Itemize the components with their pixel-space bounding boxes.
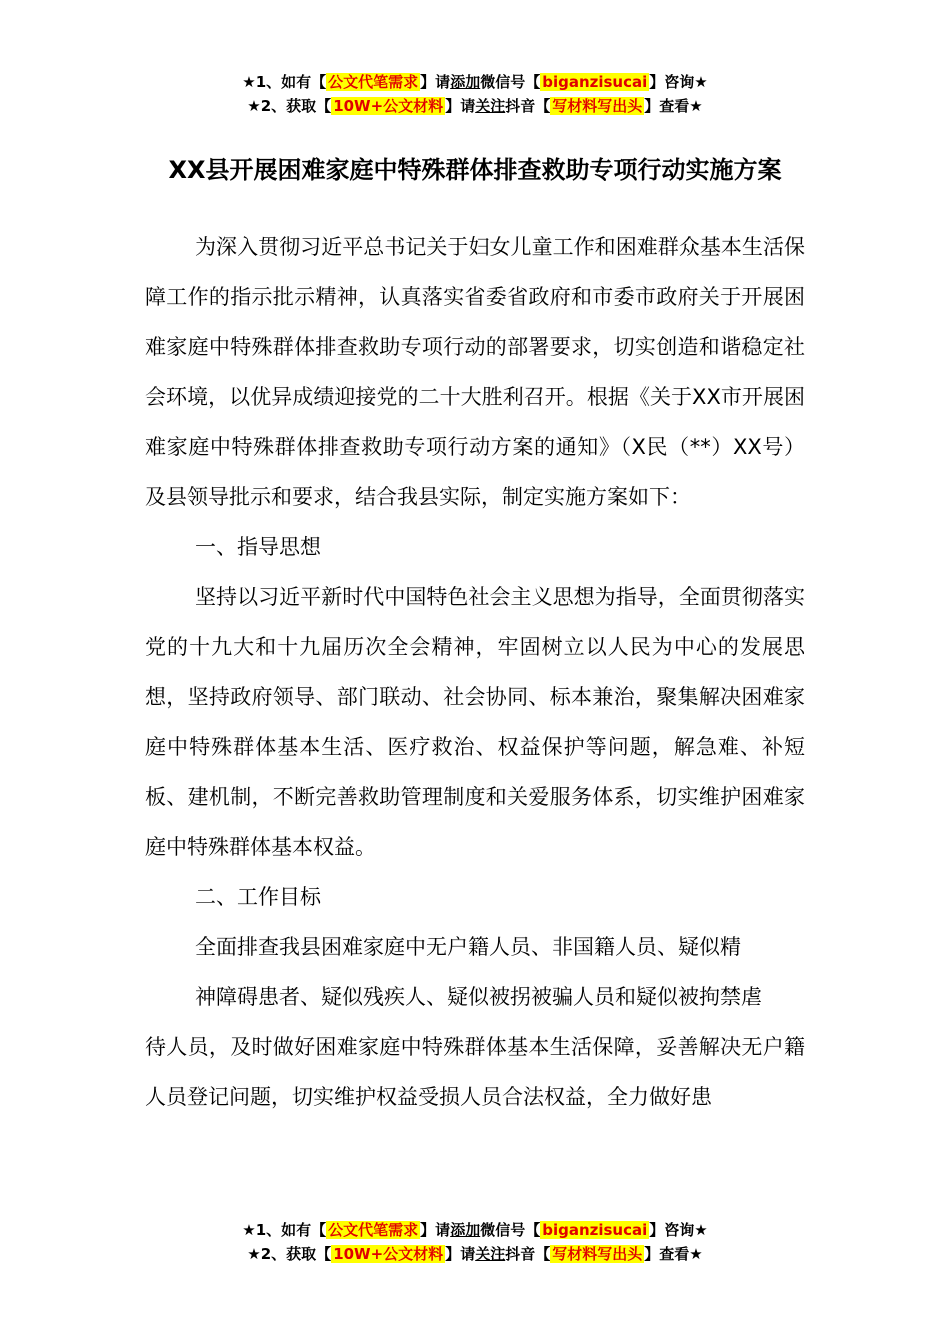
banner-text: 】请 <box>420 1221 451 1239</box>
text-line: 坚持以习近平新时代中国特色社会主义思想为指导，全面贯彻 <box>195 585 763 609</box>
banner-text: 】查看★ <box>644 1245 703 1263</box>
text-line: 为深入贯彻习近平总书记关于妇女儿童工作和困难群众基本生 <box>195 235 763 259</box>
banner-underline: 添加 <box>450 1221 481 1239</box>
banner-highlight: 写材料写出头 <box>552 1245 643 1263</box>
text-line: 全面排查我县困难家庭中无户籍人员、非国籍人员、疑似精 <box>195 935 741 959</box>
text-line: 待人员，及时做好困难家庭中特殊群体基本生活保障，妥善解决无 <box>145 1035 763 1059</box>
text-line: 神障碍患者、疑似残疾人、疑似被拐被骗人员和疑似被拘禁虐 <box>195 985 762 1009</box>
banner-text: 】请 <box>445 1245 476 1263</box>
banner-text: ★1、如有【 <box>242 1221 327 1239</box>
banner-underline: 添加 <box>450 73 481 91</box>
text-line: 定实施方案如下： <box>523 485 691 509</box>
paragraph-work-goal-part2 <box>145 1022 805 1122</box>
banner-highlight: biganzisucai <box>542 1221 648 1239</box>
text-line: 知》（X民（**）XX号）及县领导批示和要求，结合我县实际，制 <box>145 435 805 509</box>
banner-text: 】请 <box>420 73 451 91</box>
document-title: XX县开展困难家庭中特殊群体排查救助专项行动实施方案 <box>168 156 782 184</box>
banner-text: 抖音【 <box>505 97 551 115</box>
paragraph-work-goal-part1 <box>145 922 805 1022</box>
banner-line-2 <box>0 94 950 118</box>
banner-highlight: 10W+公文材料 <box>333 97 444 115</box>
banner-line-1 <box>0 1218 950 1242</box>
text-line: 《关于XX市开展困难家庭中特殊群体排查救助专项行动方案的通 <box>145 385 805 459</box>
banner-text: ★1、如有【 <box>242 73 327 91</box>
bottom-banner <box>0 1218 950 1266</box>
banner-text: 抖音【 <box>505 1245 551 1263</box>
banner-highlight: 公文代笔需求 <box>328 73 419 91</box>
banner-text: 微信号【 <box>480 1221 541 1239</box>
text-line: 解决困难家庭中特殊群体基本生活、医疗救治、权益保护等问题， <box>145 685 806 759</box>
text-line: 落实党的十九大和十九届历次全会精神，牢固树立以人民为中心的 <box>145 585 806 659</box>
banner-text: 】请 <box>445 97 476 115</box>
text-line: 解急难、补短板、建机制，不断完善救助管理制度和关爱服务体系， <box>145 735 806 809</box>
banner-underline: 关注 <box>475 97 506 115</box>
banner-text: 】咨询★ <box>649 1221 708 1239</box>
banner-text: 】查看★ <box>644 97 703 115</box>
paragraph-guiding-thought <box>145 572 805 872</box>
banner-text: 微信号【 <box>480 73 541 91</box>
paragraph-preamble <box>145 222 805 522</box>
document-body <box>145 222 805 1122</box>
banner-text: ★2、获取【 <box>247 1245 332 1263</box>
banner-line-2 <box>0 1242 950 1266</box>
banner-highlight: biganzisucai <box>542 73 648 91</box>
banner-text: ★2、获取【 <box>247 97 332 115</box>
text-line: 造和谐稳定社会环境，以优异成绩迎接党的二十大胜利召开。根据 <box>145 335 805 409</box>
top-banner <box>0 70 950 118</box>
text-line: 活保障工作的指示批示精神，认真落实省委省政府和市委市政府关 <box>145 235 806 309</box>
banner-highlight: 公文代笔需求 <box>328 1221 419 1239</box>
text-line: 户籍人员登记问题，切实维护权益受损人员合法权益，全力做好患 <box>145 1035 806 1109</box>
banner-line-1 <box>0 70 950 94</box>
banner-underline: 关注 <box>475 1245 506 1263</box>
section-heading-2: 二、工作目标 <box>195 885 321 909</box>
text-line: 发展思想，坚持政府领导、部门联动、社会协同、标本兼治，聚集 <box>145 635 806 709</box>
text-line: 于开展困难家庭中特殊群体排查救助专项行动的部署要求，切实创 <box>145 285 806 359</box>
banner-highlight: 10W+公文材料 <box>333 1245 444 1263</box>
banner-text: 】咨询★ <box>649 73 708 91</box>
section-heading-1: 一、指导思想 <box>195 535 321 559</box>
banner-highlight: 写材料写出头 <box>552 97 643 115</box>
text-line: 切实维护困难家庭中特殊群体基本权益。 <box>145 785 806 859</box>
